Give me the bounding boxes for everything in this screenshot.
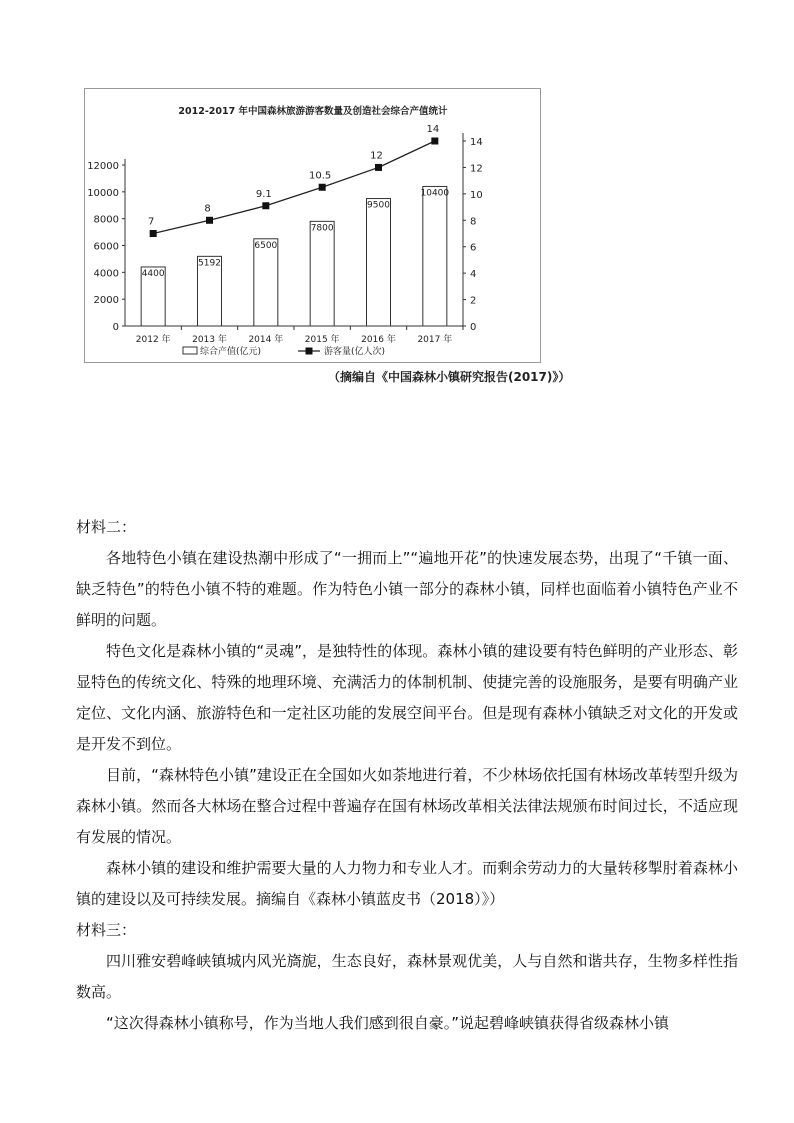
y-tick-label-left: 6000 [93, 241, 119, 253]
line-point [206, 217, 213, 224]
line-point [319, 184, 326, 191]
line-point [431, 138, 438, 145]
material3-heading: 材料三： [76, 921, 137, 939]
line-point [150, 230, 157, 237]
bar-value-label: 10400 [420, 188, 450, 199]
y-tick-label-right: 2 [470, 295, 477, 307]
chart-frame [84, 88, 541, 363]
y-tick-label-right: 0 [470, 322, 477, 333]
line-value-label: 9.1 [255, 188, 272, 200]
line-point [262, 202, 269, 209]
material3-paragraph-2: “这次得森林小镇称号，作为当地人我们感到很自豪。”说起碧峰峡镇获得省级森林小镇 [106, 1014, 670, 1032]
y-tick-label-left: 2000 [93, 295, 119, 307]
y-tick-label-left: 4000 [93, 268, 119, 280]
legend-line-marker [306, 348, 313, 355]
legend-bar-swatch [183, 347, 197, 354]
chart-title: 2012-2017 年中国森林旅游游客数量及创造社会综合产值统计 [178, 106, 448, 117]
line-value-label: 14 [426, 124, 440, 135]
bar-value-label: 4400 [141, 268, 165, 279]
material2-heading: 材料二： [76, 518, 137, 536]
legend-line-label: 游客量(亿人次) [324, 347, 386, 357]
y-tick-label-left: 0 [112, 322, 119, 333]
line-point [375, 164, 382, 171]
x-tick-label: 2014 年 [248, 335, 284, 345]
x-tick-label: 2012 年 [135, 335, 171, 345]
bar-value-label: 9500 [367, 200, 390, 211]
y-tick-label-right: 6 [470, 242, 477, 254]
y-tick-label-right: 8 [470, 216, 477, 228]
material2-paragraph-3: 目前，“森林特色小镇”建设正在全国如火如荼地进行着，不少林场依托国有林场改革转型升级为森林小镇。然而各大林场在整合过程中普遍存在国有林场改革相关法律法规颁布时间过长，不适应现有发展的情况。 [76, 766, 738, 846]
line-value-label: 12 [370, 150, 383, 162]
line-value-label: 10.5 [309, 170, 332, 182]
material3-paragraph-1: 四川雅安碧峰峡镇城内风光旖旎，生态良好，森林景观优美，人与自然和谐共存，生物多样性指数高。 [76, 952, 738, 1001]
bar-value-label: 7800 [310, 223, 334, 234]
bar-value-label: 6500 [254, 240, 278, 251]
x-tick-label: 2015 年 [304, 335, 340, 345]
line-value-label: 8 [204, 203, 211, 215]
material2-paragraph-2: 特色文化是森林小镇的“灵魂”，是独特性的体现。森林小镇的建设要有特色鲜明的产业形态、彰显特色的传统文化、特殊的地理环境、充满活力的体制机制、使捷完善的设施服务，是要有明确产业定位、文化内涵、旅游特色和一定社区功能的发展空间平台。但是现有森林小镇缺乏对文化的开发或是开发不到位。 [76, 642, 738, 753]
bar [310, 221, 334, 326]
x-tick-label: 2017 年 [417, 335, 453, 345]
line-value-label: 7 [147, 216, 155, 228]
y-tick-label-left: 8000 [93, 214, 119, 226]
series-line [153, 141, 435, 234]
y-tick-label-left: 12000 [87, 161, 119, 172]
material2-paragraph-1: 各地特色小镇在建设热潮中形成了“一拥而上”“遍地开花”的快速发展态势，出現了“千镇一面、缺乏特色”的特色小镇不特的难题。作为特色小镇一部分的森林小镇，同样也面临着小镇特色产业不鲜明的问题。 [76, 549, 738, 629]
y-tick-label-right: 4 [470, 269, 477, 281]
document-body [76, 512, 738, 1039]
bar-value-label: 5192 [198, 258, 221, 269]
figure [84, 88, 624, 388]
bar [367, 199, 391, 326]
y-tick-label-left: 10000 [87, 187, 119, 199]
y-tick-label-right: 10 [470, 189, 483, 201]
y-tick-label-right: 12 [470, 163, 483, 175]
bar [254, 239, 278, 326]
x-tick-label: 2016 年 [361, 335, 396, 345]
x-tick-label: 2013 年 [192, 335, 227, 345]
bar [423, 186, 447, 326]
y-tick-label-right: 14 [470, 137, 483, 148]
figure-source: （摘编自《中国森林小镇研究报告(2017)》） [328, 370, 571, 384]
chart-svg [85, 89, 542, 364]
material2-paragraph-4: 森林小镇的建设和维护需要大量的人力物力和专业人才。而剩余劳动力的大量转移掣肘着森林小镇的建设以及可持续发展。摘编自《森林小镇蓝皮书（2018）》） [76, 859, 738, 908]
legend-bar-label: 综合产值(亿元) [200, 347, 262, 357]
